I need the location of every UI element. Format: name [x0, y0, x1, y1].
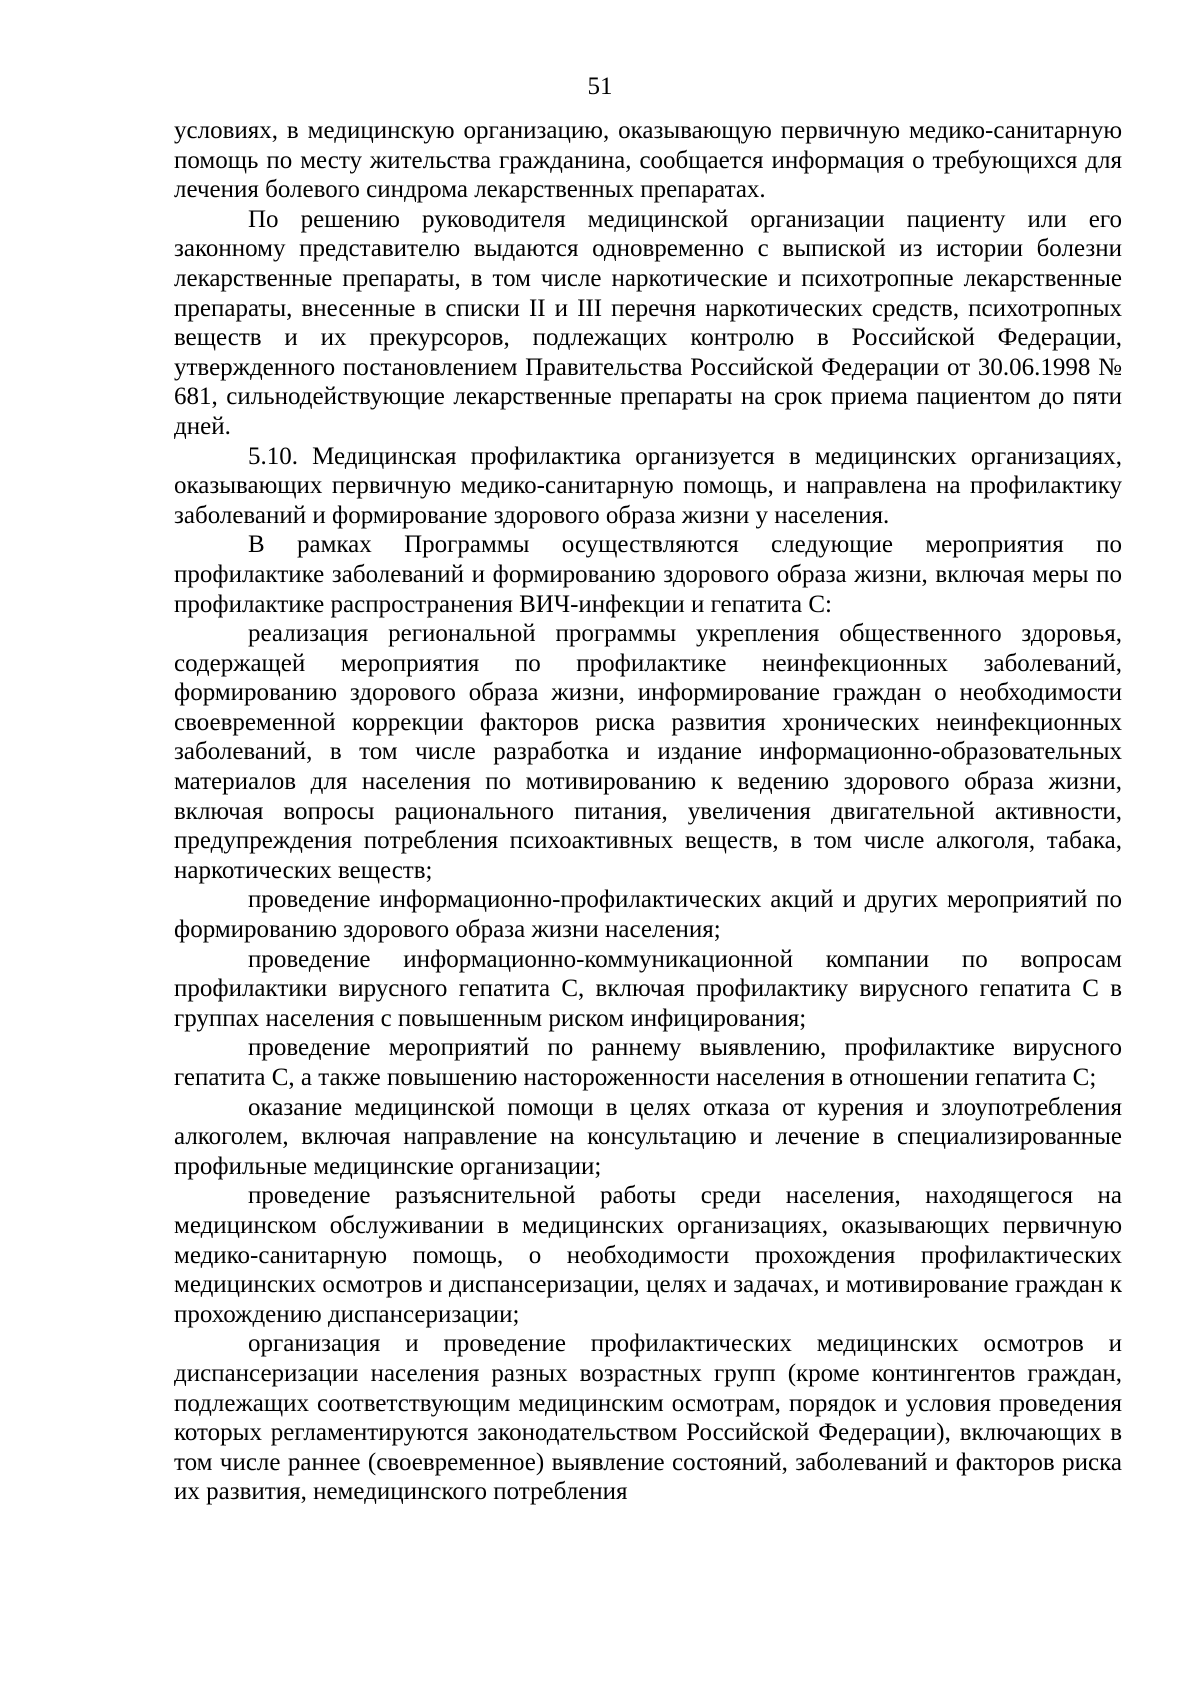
list-item-smoking-alcohol-help: оказание медицинской помощи в целях отказа от курения и злоупотребления алкоголем, включая направление на консультацию и лечение в специализированные профильные медицинские организации; — [174, 1093, 1122, 1180]
paragraph-discharge-medications: По решению руководителя медицинской организации пациенту или его законному представителю выдаются одновременно с выпиской из истории болезни лекарственные препараты, в том числе наркотические и психотропные лекарственные препараты, внесенные в списки II и III перечня наркотических средств, психотропных веществ и их прекурсоров, подлежащих контролю в Российской Федерации, утвержденного постановлением Правительства Российской Федерации от 30.06.1998 № 681, сильнодействующие лекарственные препараты на срок приема пациентом до пяти дней. — [174, 205, 1122, 440]
page-number: 51 — [587, 73, 613, 100]
list-item-info-campaigns: проведение информационно-профилактических акций и других мероприятий по формированию здорового образа жизни населения; — [174, 886, 1122, 944]
paragraph-continuation: условиях, в медицинскую организацию, оказывающую первичную медико-санитарную помощь по месту жительства гражданина, сообщается информация о требующихся для лечения болевого синдрома лекарственных препаратах. — [174, 117, 1122, 204]
paragraph-section-5-10: 5.10. Медицинская профилактика организуется в медицинских организациях, оказывающих первичную медико-санитарную помощь, и направлена на профилактику заболеваний и формирование здорового образа жизни у населения. — [174, 442, 1122, 529]
list-item-hepatitis-communication: проведение информационно-коммуникационной компании по вопросам профилактики вирусного гепатита С, включая профилактику вирусного гепатита С в группах населения с повышенным риском инфицирования; — [174, 945, 1122, 1032]
document-body — [174, 116, 1122, 1507]
list-item-hepatitis-detection: проведение мероприятий по раннему выявлению, профилактике вирусного гепатита С, а также повышению настороженности населения в отношении гепатита С; — [174, 1034, 1122, 1091]
list-item-medical-checkups: организация и проведение профилактических медицинских осмотров и диспансеризации населения разных возрастных групп (кроме контингентов граждан, подлежащих соответствующим медицинским осмотрам, порядок и условия проведения которых регламентируются законодательством Российской Федерации), включающих в том числе раннее (своевременное) выявление состояний, заболеваний и факторов риска их развития, немедицинского потребления — [174, 1330, 1122, 1506]
list-item-regional-program: реализация региональной программы укрепления общественного здоровья, содержащей мероприятия по профилактике неинфекционных заболеваний, формированию здорового образа жизни, информирование граждан о необходимости своевременной коррекции факторов риска развития хронических неинфекционных заболеваний, в том числе разработка и издание информационно-образовательных материалов для населения по мотивированию к ведению здорового образа жизни, включая вопросы рационального питания, увеличения двигательной активности, предупреждения потребления психоактивных веществ, в том числе алкоголя, табака, наркотических веществ; — [174, 620, 1122, 884]
paragraph-program-measures: В рамках Программы осуществляются следующие мероприятия по профилактике заболеваний и формированию здорового образа жизни, включая меры по профилактике распространения ВИЧ-инфекции и гепатита С: — [174, 531, 1122, 618]
list-item-explanatory-work: проведение разъяснительной работы среди населения, находящегося на медицинском обслуживании в медицинских организациях, оказывающих первичную медико-санитарную помощь, о необходимости прохождения профилактических медицинских осмотров и диспансеризации, целях и задачах, и мотивирование граждан к прохождению диспансеризации; — [174, 1182, 1122, 1328]
